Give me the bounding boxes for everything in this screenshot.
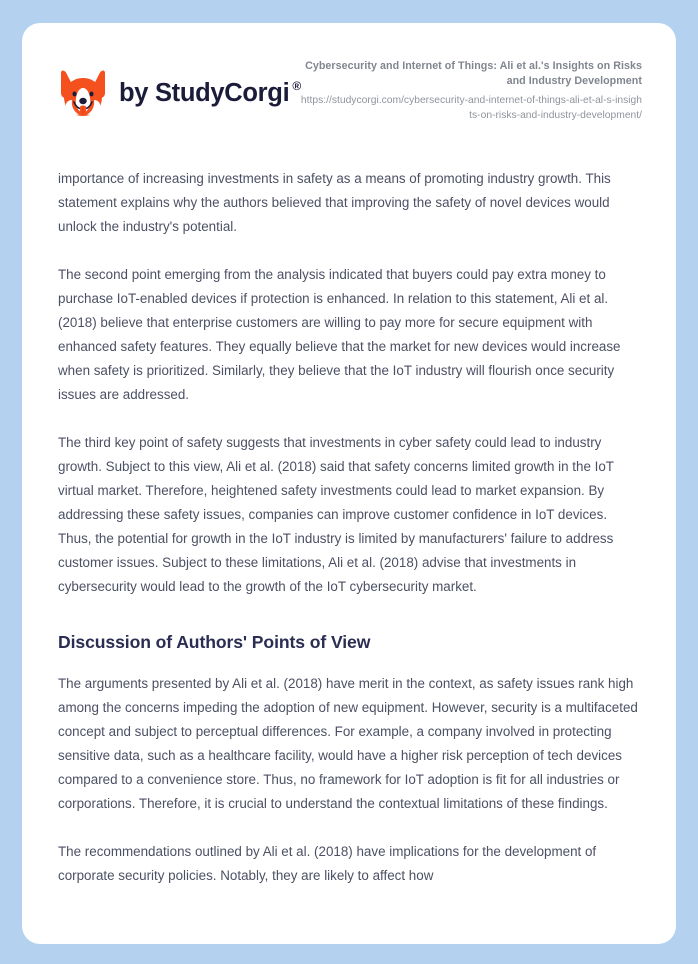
document-title: Cybersecurity and Internet of Things: Ali et al.'s Insights on Risks and Industry Development bbox=[305, 60, 642, 88]
brand-logo[interactable] bbox=[58, 56, 301, 120]
brand-wordmark bbox=[119, 81, 301, 107]
registered-trademark-icon: ® bbox=[292, 79, 301, 94]
paragraph-3: The third key point of safety suggests that investments in cyber safety could lead to industry growth. Subject to this view, Ali et al. (2018) said that safety concerns limited growth in the IoT virtual market. Therefore, heightened safety investments could lead to market expansion. By addressing these safety issues, companies can improve customer confidence in IoT devices. Thus, the potential for growth in the IoT industry is limited by manufacturers' failure to address customer issues. Subject to these limitations, Ali et al. (2018) advise that investments in cybersecurity would lead to the growth of the IoT cybersecurity market. bbox=[58, 435, 614, 595]
document-header bbox=[22, 23, 676, 124]
paragraph-5: The recommendations outlined by Ali et al. (2018) have implications for the development of corporate security policies. Notably, they are likely to affect how bbox=[58, 844, 597, 884]
document-meta bbox=[301, 56, 642, 124]
section-heading-discussion: Discussion of Authors' Points of View bbox=[58, 632, 371, 653]
paragraph-4: The arguments presented by Ali et al. (2018) have merit in the context, as safety issues rank high among the concerns impeding the adoption of new equipment. However, security is a multifaceted concept and subject to perceptual differences. For example, a company involved in protecting sensitive data, such as a healthcare facility, would have a higher risk perception of tech devices compared to a convenience store. Thus, no framework for IoT adoption is fit for all industries or corporations. Therefore, it is crucial to understand the contextual limitations of these findings. bbox=[58, 676, 638, 812]
corgi-face-logo-icon bbox=[58, 68, 108, 120]
paragraph-2: The second point emerging from the analysis indicated that buyers could pay extra money to purchase IoT-enabled devices if protection is enhanced. In relation to this statement, Ali et al. (2018) believe that enterprise customers are willing to pay more for secure equipment with enhanced safety features. They equally believe that the market for new devices would increase when safety is prioritized. Similarly, they believe that the IoT industry will flourish once security issues are addressed. bbox=[58, 267, 621, 403]
document-source-url[interactable]: https://studycorgi.com/cybersecurity-and-internet-of-things-ali-et-al-s-insights-on-risks-and-industry-development/ bbox=[300, 95, 642, 122]
document-paper bbox=[22, 23, 676, 944]
paragraph-1: importance of increasing investments in safety as a means of promoting industry growth. This statement explains why the authors believed that improving the safety of novel devices would unlock the industry's potential. bbox=[58, 171, 611, 235]
brand-name-text: by StudyCorgi bbox=[119, 79, 290, 108]
document-body bbox=[22, 167, 676, 888]
